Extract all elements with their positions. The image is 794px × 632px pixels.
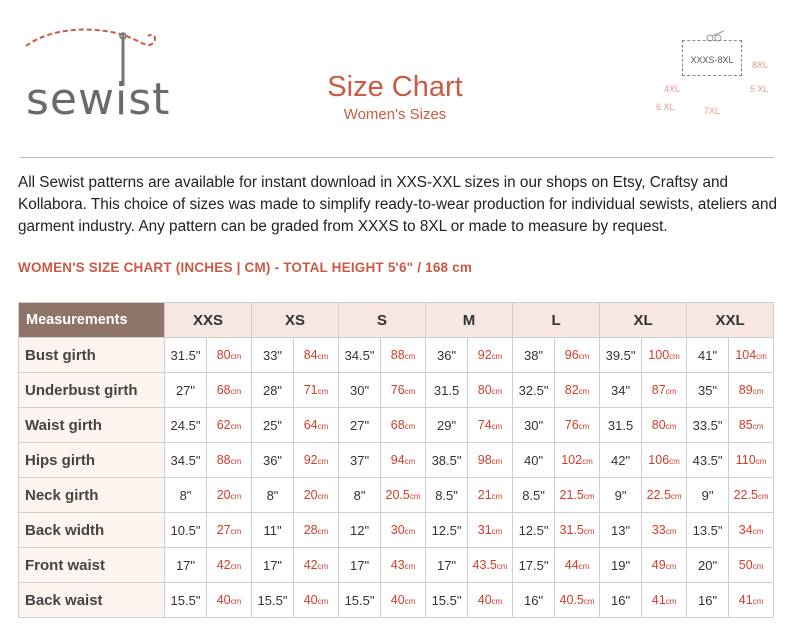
cm-number: 104: [735, 348, 757, 362]
cm-number: 21.5: [559, 488, 584, 502]
inch-value: 15.5": [252, 583, 294, 618]
inch-value: 40": [513, 443, 555, 478]
cm-number: 64: [303, 418, 318, 432]
cm-number: 92: [303, 453, 318, 467]
inch-value: 15.5": [339, 583, 381, 618]
section-heading: WOMEN'S SIZE CHART (INCHES | CM) - TOTAL HEIGHT 5'6" / 168 cm: [18, 260, 473, 275]
cm-value: [381, 513, 426, 548]
cm-number: 106: [648, 453, 670, 467]
cm-number: 80: [651, 418, 666, 432]
measurement-label: Front waist: [19, 548, 165, 583]
cm-number: 84: [303, 348, 318, 362]
inch-value: 8": [339, 478, 381, 513]
cm-number: 34: [738, 523, 753, 537]
cm-unit: cm: [491, 527, 503, 536]
cm-value: [729, 373, 774, 408]
cm-unit: cm: [491, 387, 503, 396]
cm-value: [468, 443, 513, 478]
cm-number: 27: [216, 523, 231, 537]
cm-number: 33: [651, 523, 666, 537]
cm-value: [294, 373, 339, 408]
cm-value: [729, 583, 774, 618]
size-header: S: [339, 303, 426, 338]
cm-number: 31.5: [559, 523, 584, 537]
inch-value: 30": [513, 408, 555, 443]
table-row: [19, 513, 774, 548]
cm-value: [642, 583, 687, 618]
inch-value: 15.5": [426, 583, 468, 618]
cm-unit: cm: [757, 492, 769, 501]
cm-unit: cm: [583, 527, 595, 536]
measurement-label: Underbust girth: [19, 373, 165, 408]
cm-number: 94: [390, 453, 405, 467]
inch-value: 31.5": [165, 338, 207, 373]
cm-value: [207, 548, 252, 583]
inch-value: 36": [426, 338, 468, 373]
cm-unit: cm: [578, 352, 590, 361]
sewist-logo: [20, 26, 171, 125]
cm-value: [729, 478, 774, 513]
cm-number: 110: [735, 453, 756, 467]
measurement-label: Neck girth: [19, 478, 165, 513]
cm-number: 82: [564, 383, 579, 397]
size-range-box: [682, 40, 742, 76]
cm-value: [468, 373, 513, 408]
size-tag: 4XL: [664, 84, 681, 94]
cm-unit: cm: [317, 422, 329, 431]
inch-value: 24.5": [165, 408, 207, 443]
inch-value: 16": [600, 583, 642, 618]
cm-value: [381, 583, 426, 618]
cm-value: [468, 513, 513, 548]
size-tag: 6 XL: [656, 102, 675, 112]
cm-value: [294, 408, 339, 443]
cm-value: [555, 373, 600, 408]
cm-unit: cm: [665, 597, 677, 606]
cm-value: [642, 513, 687, 548]
cm-number: 74: [477, 418, 492, 432]
cm-value: [468, 338, 513, 373]
cm-number: 40: [477, 593, 492, 607]
cm-value: [729, 338, 774, 373]
cm-unit: cm: [230, 387, 242, 396]
measurement-label: Back waist: [19, 583, 165, 618]
cm-number: 41: [651, 593, 666, 607]
cm-value: [381, 443, 426, 478]
inch-value: 35": [687, 373, 729, 408]
inch-value: 34.5": [339, 338, 381, 373]
cm-number: 76: [564, 418, 579, 432]
cm-number: 20.5: [385, 488, 410, 502]
inch-value: 8.5": [426, 478, 468, 513]
cm-unit: cm: [670, 492, 682, 501]
size-header: XXL: [687, 303, 774, 338]
size-header: L: [513, 303, 600, 338]
cm-value: [642, 443, 687, 478]
inch-value: 15.5": [165, 583, 207, 618]
inch-value: 12.5": [513, 513, 555, 548]
inch-value: 31.5: [426, 373, 468, 408]
cm-number: 88: [216, 453, 231, 467]
size-range-stamp: [646, 30, 776, 126]
cm-value: [468, 408, 513, 443]
cm-unit: cm: [317, 387, 329, 396]
table-header-row: [19, 303, 774, 338]
cm-number: 98: [477, 453, 492, 467]
inch-value: 17": [426, 548, 468, 583]
cm-number: 80: [216, 348, 231, 362]
cm-number: 43: [390, 558, 405, 572]
cm-number: 20: [303, 488, 318, 502]
cm-value: [555, 443, 600, 478]
table-row: [19, 583, 774, 618]
cm-number: 40: [303, 593, 318, 607]
measurement-label: Bust girth: [19, 338, 165, 373]
inch-value: 12.5": [426, 513, 468, 548]
cm-unit: cm: [669, 457, 680, 466]
cm-unit: cm: [404, 457, 416, 466]
cm-unit: cm: [404, 562, 416, 571]
cm-number: 42: [303, 558, 318, 572]
cm-value: [642, 373, 687, 408]
cm-value: [207, 408, 252, 443]
cm-number: 100: [648, 348, 670, 362]
cm-unit: cm: [230, 562, 242, 571]
inch-value: 16": [513, 583, 555, 618]
cm-unit: cm: [665, 387, 677, 396]
cm-unit: cm: [583, 492, 595, 501]
cm-unit: cm: [582, 457, 593, 466]
cm-value: [729, 408, 774, 443]
size-range-label: XXXS-8XL: [690, 55, 734, 65]
inch-value: 9": [687, 478, 729, 513]
cm-unit: cm: [230, 492, 242, 501]
cm-unit: cm: [404, 597, 416, 606]
cm-value: [294, 443, 339, 478]
cm-value: [729, 548, 774, 583]
measurement-label: Hips girth: [19, 443, 165, 478]
table-row: [19, 443, 774, 478]
cm-unit: cm: [491, 597, 503, 606]
cm-value: [294, 583, 339, 618]
page-subtitle: Women's Sizes: [343, 106, 447, 123]
cm-number: 68: [390, 418, 405, 432]
cm-number: 40.5: [559, 593, 584, 607]
cm-number: 28: [303, 523, 318, 537]
table-row: [19, 548, 774, 583]
cm-unit: cm: [491, 457, 503, 466]
inch-value: 34.5": [165, 443, 207, 478]
inch-value: 28": [252, 373, 294, 408]
cm-unit: cm: [665, 422, 677, 431]
inch-value: 11": [252, 513, 294, 548]
size-tag: 7XL: [704, 106, 721, 116]
cm-number: 40: [216, 593, 231, 607]
cm-unit: cm: [491, 422, 503, 431]
cm-number: 62: [216, 418, 231, 432]
cm-unit: cm: [496, 562, 508, 571]
cm-value: [294, 338, 339, 373]
cm-unit: cm: [669, 352, 680, 361]
inch-value: 38.5": [426, 443, 468, 478]
cm-value: [294, 478, 339, 513]
cm-value: [555, 548, 600, 583]
cm-value: [555, 408, 600, 443]
cm-number: 88: [390, 348, 405, 362]
cm-value: [381, 548, 426, 583]
cm-value: [555, 513, 600, 548]
cm-number: 43.5: [472, 558, 497, 572]
inch-value: 41": [687, 338, 729, 373]
inch-value: 8": [165, 478, 207, 513]
cm-unit: cm: [404, 527, 416, 536]
cm-unit: cm: [578, 387, 590, 396]
cm-number: 22.5: [733, 488, 758, 502]
cm-unit: cm: [491, 352, 503, 361]
inch-value: 17": [339, 548, 381, 583]
table-row: [19, 373, 774, 408]
cm-value: [468, 583, 513, 618]
inch-value: 34": [600, 373, 642, 408]
cm-unit: cm: [752, 387, 764, 396]
cm-number: 21: [477, 488, 492, 502]
measurement-label: Back width: [19, 513, 165, 548]
inch-value: 17": [252, 548, 294, 583]
cm-value: [642, 478, 687, 513]
cm-number: 92: [477, 348, 492, 362]
inch-value: 27": [165, 373, 207, 408]
cm-number: 71: [303, 383, 318, 397]
inch-value: 13": [600, 513, 642, 548]
cm-unit: cm: [578, 422, 590, 431]
cm-number: 20: [216, 488, 231, 502]
logo-wordmark: sewist: [26, 74, 171, 125]
inch-value: 33": [252, 338, 294, 373]
cm-unit: cm: [317, 492, 329, 501]
cm-number: 89: [738, 383, 753, 397]
cm-number: 42: [216, 558, 231, 572]
cm-unit: cm: [317, 597, 329, 606]
cm-number: 85: [738, 418, 753, 432]
size-header: XXS: [165, 303, 252, 338]
cm-value: [555, 583, 600, 618]
cm-number: 68: [216, 383, 231, 397]
size-header: M: [426, 303, 513, 338]
size-tag: 8XL: [752, 60, 769, 70]
cm-unit: cm: [752, 527, 764, 536]
table-row: [19, 408, 774, 443]
cm-unit: cm: [317, 527, 329, 536]
cm-value: [207, 373, 252, 408]
cm-number: 31: [477, 523, 492, 537]
cm-number: 30: [390, 523, 405, 537]
measurements-header: Measurements: [19, 303, 165, 338]
cm-unit: cm: [230, 422, 242, 431]
cm-value: [207, 583, 252, 618]
inch-value: 12": [339, 513, 381, 548]
cm-value: [729, 443, 774, 478]
cm-unit: cm: [230, 457, 242, 466]
cm-number: 87: [651, 383, 666, 397]
cm-value: [468, 548, 513, 583]
cm-number: 80: [477, 383, 492, 397]
cm-value: [207, 513, 252, 548]
inch-value: 31.5: [600, 408, 642, 443]
cm-number: 96: [564, 348, 579, 362]
size-chart-table: [18, 302, 774, 618]
cm-unit: cm: [752, 597, 764, 606]
inch-value: 8": [252, 478, 294, 513]
table-row: [19, 338, 774, 373]
cm-unit: cm: [317, 352, 329, 361]
inch-value: 33.5": [687, 408, 729, 443]
cm-value: [294, 513, 339, 548]
cm-unit: cm: [230, 352, 242, 361]
cm-unit: cm: [404, 387, 416, 396]
cm-value: [381, 373, 426, 408]
inch-value: 17.5": [513, 548, 555, 583]
cm-unit: cm: [665, 562, 677, 571]
cm-value: [381, 408, 426, 443]
cm-number: 22.5: [646, 488, 671, 502]
cm-unit: cm: [752, 422, 764, 431]
inch-value: 27": [339, 408, 381, 443]
inch-value: 20": [687, 548, 729, 583]
cm-unit: cm: [578, 562, 590, 571]
cm-unit: cm: [409, 492, 421, 501]
size-tag: 5 XL: [750, 84, 769, 94]
inch-value: 19": [600, 548, 642, 583]
cm-value: [207, 478, 252, 513]
inch-value: 36": [252, 443, 294, 478]
size-header: XL: [600, 303, 687, 338]
inch-value: 38": [513, 338, 555, 373]
cm-unit: cm: [752, 562, 764, 571]
inch-value: 10.5": [165, 513, 207, 548]
cm-number: 50: [738, 558, 753, 572]
cm-unit: cm: [404, 352, 416, 361]
inch-value: 8.5": [513, 478, 555, 513]
intro-paragraph: All Sewist patterns are available for instant download in XXS-XXL sizes in our shops on Etsy, Craftsy and Kollabora. This choice of sizes was made to simplify ready-to-wear production for individual sewists, ateliers and garment industry. Any pattern can be graded from XXXS to 8XL or made to measure by request.: [18, 174, 777, 235]
cm-unit: cm: [230, 527, 242, 536]
cm-unit: cm: [756, 352, 767, 361]
inch-value: 37": [339, 443, 381, 478]
cm-value: [555, 338, 600, 373]
cm-value: [729, 513, 774, 548]
cm-value: [207, 338, 252, 373]
cm-number: 76: [390, 383, 405, 397]
cm-number: 102: [561, 453, 583, 467]
header-divider: [20, 157, 774, 158]
page-title: Size Chart: [327, 71, 463, 103]
cm-number: 44: [564, 558, 579, 572]
inch-value: 39.5": [600, 338, 642, 373]
cm-unit: cm: [491, 492, 503, 501]
title-block: [270, 70, 520, 123]
inch-value: 25": [252, 408, 294, 443]
cm-unit: cm: [230, 597, 242, 606]
cm-value: [555, 478, 600, 513]
inch-value: 13.5": [687, 513, 729, 548]
cm-value: [294, 548, 339, 583]
inch-value: 30": [339, 373, 381, 408]
inch-value: 42": [600, 443, 642, 478]
cm-value: [642, 548, 687, 583]
cm-unit: cm: [317, 562, 329, 571]
cm-value: [207, 443, 252, 478]
cm-value: [642, 408, 687, 443]
cm-unit: cm: [404, 422, 416, 431]
cm-unit: cm: [755, 457, 767, 466]
inch-value: 43.5": [687, 443, 729, 478]
inch-value: 9": [600, 478, 642, 513]
inch-value: 16": [687, 583, 729, 618]
inch-value: 29": [426, 408, 468, 443]
cm-unit: cm: [665, 527, 677, 536]
cm-number: 49: [651, 558, 666, 572]
cm-value: [381, 478, 426, 513]
cm-value: [468, 478, 513, 513]
cm-number: 40: [390, 593, 405, 607]
cm-number: 41: [738, 593, 753, 607]
measurement-label: Waist girth: [19, 408, 165, 443]
inch-value: 17": [165, 548, 207, 583]
cm-value: [642, 338, 687, 373]
size-header: XS: [252, 303, 339, 338]
cm-unit: cm: [317, 457, 329, 466]
cm-unit: cm: [583, 597, 595, 606]
cm-value: [381, 338, 426, 373]
table-row: [19, 478, 774, 513]
inch-value: 32.5": [513, 373, 555, 408]
